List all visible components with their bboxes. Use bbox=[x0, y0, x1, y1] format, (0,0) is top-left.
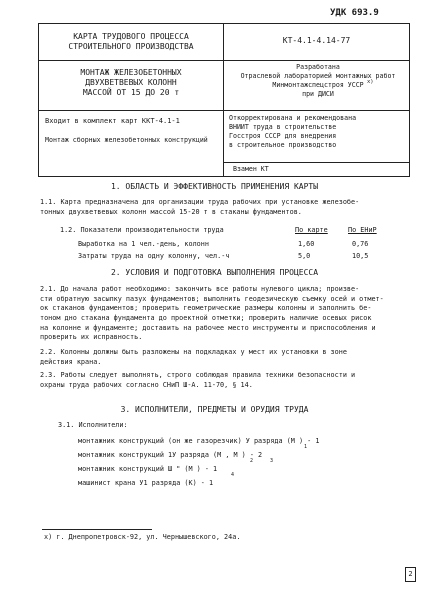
paragraph-1-1: 1.1. Карта предназначена для организации труда рабочих при установке железобе- тонных двухветвевых колонн массой 15-20 т в стаканы фундаментов. bbox=[40, 198, 360, 216]
footnote-rule bbox=[42, 529, 152, 530]
indicator-enir-value: 10,5 bbox=[352, 252, 369, 260]
subscript: 2 bbox=[250, 458, 254, 464]
worker-line bbox=[78, 465, 418, 475]
header-rule bbox=[39, 60, 223, 61]
paragraph-2-3: 2.3. Работы следует выполнять, строго соблюдая правила техники безопасности и охраны труда рабочих согласно СНиП Ш-А. 11-70, § 14. bbox=[40, 371, 356, 389]
card-code: КТ-4.1-4.14-77 bbox=[282, 36, 351, 45]
header-rule bbox=[39, 110, 223, 111]
worker-text: монтажник конструкций 1У разряда (М , М ) - 2 bbox=[78, 451, 263, 459]
paragraph-2-2: 2.2. Колонны должны быть разложены на подкладках у мест их установки в зоне действия крана. bbox=[40, 348, 347, 366]
indicator-enir-value: 0,76 bbox=[352, 240, 369, 248]
worker-line bbox=[78, 479, 418, 489]
worker-line bbox=[78, 451, 418, 461]
udk-code: УДК 693.9 bbox=[330, 8, 379, 18]
kit-reference: Входит в комплект карт ККТ-4.1-1 bbox=[45, 117, 180, 125]
header-rule bbox=[224, 60, 409, 61]
header-rule bbox=[224, 162, 409, 163]
card-type-title: КАРТА ТРУДОВОГО ПРОЦЕССА СТРОИТЕЛЬНОГО ПРОИЗВОДСТВА bbox=[68, 32, 194, 51]
footnote: х) г. Днепропетровск-92, ул. Чернышевского, 24а. bbox=[44, 533, 241, 541]
worker-text: монтажник конструкций (он же газорезчик) У разряда (М ) - 1 bbox=[78, 437, 320, 445]
section-1-title: 1. ОБЛАСТЬ И ЭФФЕКТИВНОСТЬ ПРИМЕНЕНИЯ КАРТЫ bbox=[110, 182, 319, 191]
worker-line bbox=[78, 437, 418, 447]
header-table bbox=[38, 23, 410, 177]
header-divider bbox=[223, 24, 224, 176]
card-subject: МОНТАЖ ЖЕЛЕЗОБЕТОННЫХ ДВУХВЕТВЕВЫХ КОЛОНН МАССОЙ ОТ 15 ДО 20 т bbox=[80, 68, 182, 97]
header-rule bbox=[224, 110, 409, 111]
worker-text: монтажник конструкций Ш " (М ) - 1 bbox=[78, 465, 218, 473]
subscript: 3 bbox=[270, 458, 274, 464]
indicator-card-value: 1,60 bbox=[298, 240, 315, 248]
paragraph-1-2: 1.2. Показатели производительности труда bbox=[60, 226, 224, 234]
section-3-title: 3. ИСПОЛНИТЕЛИ, ПРЕДМЕТЫ И ОРУДИЯ ТРУДА bbox=[120, 405, 309, 414]
developed-by: Разработана Отраслевой лабораторией монтажных работ Минмонтажспецстроя УССР при ДИСИ bbox=[240, 63, 396, 98]
replaces-note: Взамен КТ bbox=[233, 165, 269, 173]
subscript: 4 bbox=[231, 472, 235, 478]
worker-text: машинист крана У1 разряда (К) - 1 bbox=[78, 479, 214, 487]
col-card-header: По карте bbox=[295, 226, 328, 234]
corrected-by: Откорректирована и рекомендована ВНИИТ труда в строительстве Госстроя СССР для внедрения в строительное производство bbox=[229, 114, 357, 149]
col-enir-header: По ЕНиР bbox=[348, 226, 377, 234]
developed-footnote-mark: х) bbox=[367, 79, 374, 85]
paragraph-3-1: 3.1. Исполнители: bbox=[58, 421, 128, 429]
indicator-card-value: 5,0 bbox=[298, 252, 311, 260]
indicator-label: Выработка на 1 чел.-день, колонн bbox=[78, 240, 209, 248]
section-2-title: 2. УСЛОВИЯ И ПОДГОТОВКА ВЫПОЛНЕНИЯ ПРОЦЕССА bbox=[110, 268, 319, 277]
subscript: 1 bbox=[304, 444, 308, 450]
page-mark-box: 2 bbox=[405, 567, 416, 582]
indicator-label: Затраты труда на одну колонну, чел.-ч bbox=[78, 252, 230, 260]
kit-name: Монтаж сборных железобетонных конструкций bbox=[45, 136, 208, 144]
paragraph-2-1: 2.1. До начала работ необходимо: закончить все работы нулевого цикла; произве- сти обратную засыпку пазух фундаментов; выполнить геодезическую съемку осей и отмет- ок стаканов фундаментов; проверить геометрические размеры колонны и заполнить бе- тоном дно стакана фундамента до проектной отметки; проверить наличие осевых рисок на колонне и фундаменте; доставить на рабочее место инструменты и приспособления и проверить их исправность. bbox=[40, 285, 384, 342]
